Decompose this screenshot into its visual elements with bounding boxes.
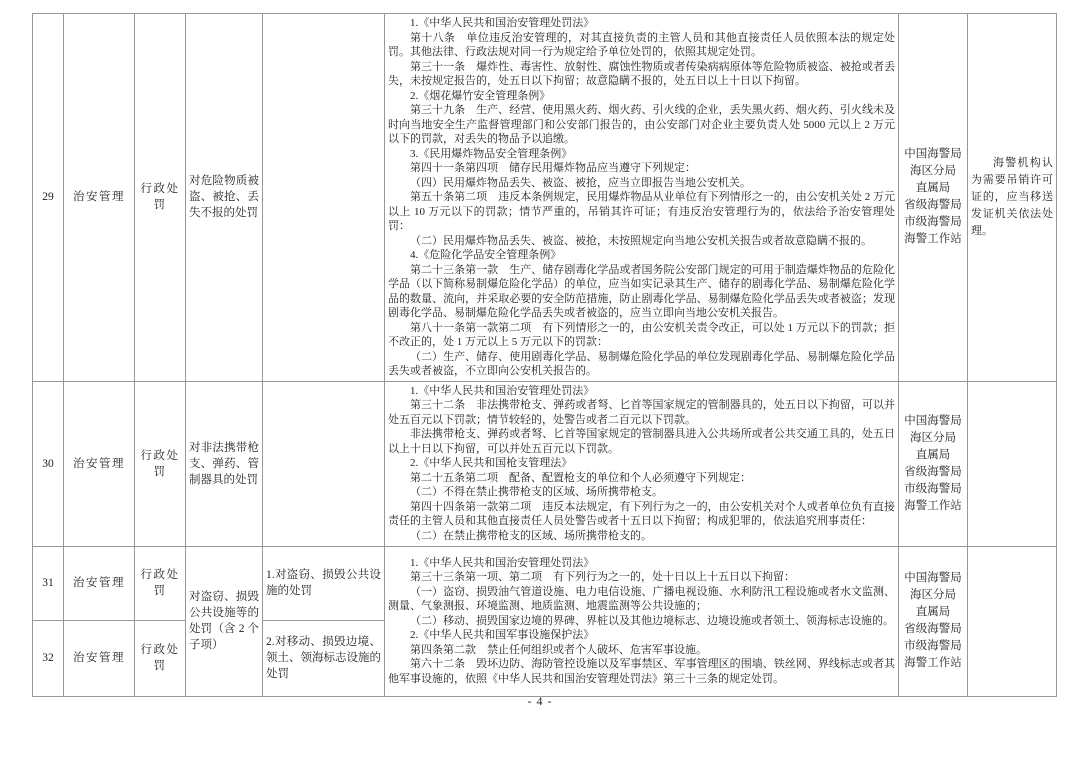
legal-paragraph: 2.《烟花爆竹安全管理条例》 — [410, 89, 551, 102]
authority-line: 省级海警局 — [904, 199, 962, 212]
authority-line: 中国海警局 — [904, 572, 962, 584]
note-cell — [968, 14, 1057, 382]
authority-line: 省级海警局 — [904, 623, 962, 635]
note-cell — [968, 546, 1057, 696]
authority-line: 海区分局 — [910, 431, 956, 444]
authority-cell — [899, 14, 968, 382]
legal-paragraph: 第二十三条第一款 生产、储存剧毒化学品或者国务院公安部门规定的可用于制造爆炸物品的危险化学品（以下简称易制爆危险化学品）的单位，应当如实记录其生产、储存的剧毒化学品、易制爆危险化学品的数量、流向，并采取必要的安全防范措施，防止剧毒化学品、易制爆危险化学品丢失或者被盗；发现剧毒化学品、易制爆危险化学品丢失或者被盗的，应当立即向当地公安机关报告。 — [388, 263, 895, 319]
authority-cell — [899, 381, 968, 546]
table-row-31 — [33, 546, 1057, 620]
legal-paragraph: 非法携带枪支、弹药或者弩、匕首等国家规定的管制器具进入公共场所或者公共交通工具的，处五日以上十日以下拘留，可以并处五百元以下罚款。 — [388, 428, 895, 455]
legal-basis-cell — [385, 546, 899, 696]
authority-line: 海区分局 — [910, 589, 956, 601]
row-number-cell: 30 — [33, 381, 64, 546]
category-cell: 治安管理 — [64, 14, 135, 382]
legal-paragraph: （二）不得在禁止携带枪支的区域、场所携带枪支。 — [410, 486, 663, 499]
matter-cell: 对危险物质被盗、被抢、丢失不报的处罚 — [186, 14, 263, 382]
authority-cell — [899, 546, 968, 696]
matter-cell: 对非法携带枪支、弹药、管制器具的处罚 — [186, 381, 263, 546]
penalty-type-cell: 行政处罚 — [135, 546, 186, 620]
legal-paragraph: 第四十一条第四项 储存民用爆炸物品应当遵守下列规定： — [410, 162, 696, 174]
authority-line: 直属局 — [915, 448, 951, 461]
legal-paragraph: （四）民用爆炸物品丢失、被盗、被抢，应当立即报告当地公安机关。 — [410, 176, 751, 189]
legal-basis-cell — [385, 381, 899, 546]
legal-paragraph: 第四条第二款 禁止任何组织或者个人破坏、危害军事设施。 — [410, 643, 707, 656]
legal-paragraph: 第三十三条第一项、第二项 有下列行为之一的，处十日以上十五日以下拘留： — [410, 571, 795, 584]
sub-matter-cell: 2.对移动、损毁边境、领土、领海标志设施的处罚 — [263, 620, 385, 696]
authority-line: 海警工作站 — [904, 499, 962, 512]
authority-line: 海警工作站 — [904, 233, 962, 246]
legal-paragraph: 4.《危险化学品安全管理条例》 — [410, 249, 562, 261]
legal-paragraph: （二）在禁止携带枪支的区域、场所携带枪支的。 — [410, 529, 652, 542]
legal-paragraph: 第三十二条 非法携带枪支、弹药或者弩、匕首等国家规定的管制器具的，处五日以下拘留，可以并处五百元以下罚款；情节较轻的，处警告或者二百元以下罚款。 — [388, 399, 895, 426]
authority-line: 中国海警局 — [904, 148, 962, 161]
penalty-type-cell: 行政处罚 — [135, 620, 186, 696]
authority-line: 海区分局 — [910, 165, 956, 178]
authority-line: 市级海警局 — [904, 216, 962, 229]
legal-paragraph: 第三十一条 爆炸性、毒害性、放射性、腐蚀性物质或者传染病病原体等危险物质被盗、被抢或者丢失，未按规定报告的，处五日以下拘留；故意隐瞒不报的，处五日以上十日以下拘留。 — [388, 60, 895, 87]
legal-paragraph: 第二十五条第二项 配备、配置枪支的单位和个人必须遵守下列规定： — [410, 471, 751, 484]
authority-line: 中国海警局 — [904, 414, 962, 427]
legal-paragraph: 2.《中华人民共和国枪支管理法》 — [410, 457, 573, 470]
authority-line: 直属局 — [915, 606, 951, 618]
legal-paragraph: 第三十九条 生产、经营、使用黑火药、烟火药、引火线的企业，丢失黑火药、烟火药、引火线未及时向当地安全生产监督管理部门和公安部门报告的，由公安部门对企业主要负责人处 5000 元以上 2 万元以下的罚款，对丢失的物品予以追缴。 — [388, 104, 895, 145]
table-row-30 — [33, 381, 1057, 546]
legal-paragraph: 2.《中华人民共和国军事设施保护法》 — [410, 629, 595, 642]
authority-line: 直属局 — [915, 182, 951, 195]
category-cell: 治安管理 — [64, 620, 135, 696]
legal-paragraph: （二）民用爆炸物品丢失、被盗、被抢，未按照规定向当地公安机关报告或者故意隐瞒不报的。 — [410, 234, 872, 247]
authority-line: 省级海警局 — [904, 465, 962, 478]
legal-paragraph: 3.《民用爆炸物品安全管理条例》 — [410, 147, 573, 160]
legal-paragraph: （二）移动、损毁国家边境的界碑、界桩以及其他边境标志、边境设施或者领土、领海标志设施的。 — [410, 614, 894, 627]
authority-line: 海警工作站 — [904, 657, 962, 669]
table-row-29 — [33, 14, 1057, 382]
legal-basis-cell — [385, 14, 899, 382]
legal-paragraph: （一）盗窃、损毁油气管道设施、电力电信设施、广播电视设施、水利防汛工程设施或者水文监测、测量、气象测报、环境监测、地质监测、地震监测等公共设施的； — [388, 585, 895, 613]
legal-paragraph: 第五十条第二项 违反本条例规定，民用爆炸物品从业单位有下列情形之一的，由公安机关处 2 万元以上 10 万元以下的罚款；情节严重的，吊销其许可证；有违反治安管理行为的，依法给予治安管理处罚： — [388, 191, 895, 232]
legal-paragraph: 第六十二条 毁坏边防、海防管控设施以及军事禁区、军事管理区的围墙、铁丝网、界线标志或者其他军事设施的，依照《中华人民共和国治安管理处罚法》第三十三条的规定处罚。 — [388, 658, 895, 685]
penalty-type-cell: 行政处罚 — [135, 14, 186, 382]
legal-paragraph: （二）生产、储存、使用剧毒化学品、易制爆危险化学品的单位发现剧毒化学品、易制爆危险化学品丢失或者被盗，不立即向公安机关报告的。 — [388, 350, 895, 377]
sub-matter-cell: 1.对盗窃、损毁公共设施的处罚 — [263, 546, 385, 620]
legal-paragraph: 1.《中华人民共和国治安管理处罚法》 — [410, 17, 595, 29]
category-cell: 治安管理 — [64, 381, 135, 546]
page-number: - 4 - — [527, 694, 553, 708]
row-number-cell: 32 — [33, 620, 64, 696]
legal-paragraph: 1.《中华人民共和国治安管理处罚法》 — [410, 556, 595, 569]
legal-authority-table — [32, 13, 1057, 697]
sub-matter-cell — [263, 14, 385, 382]
row-number-cell: 29 — [33, 14, 64, 382]
legal-paragraph: 第十八条 单位违反治安管理的，对其直接负责的主管人员和其他直接责任人员依照本法的规定处罚。其他法律、行政法规对同一行为规定给予单位处罚的，依照其规定处罚。 — [388, 31, 895, 58]
note-cell — [968, 381, 1057, 546]
authority-line: 市级海警局 — [904, 482, 962, 495]
authority-line: 市级海警局 — [904, 640, 962, 652]
legal-paragraph: 1.《中华人民共和国治安管理处罚法》 — [410, 384, 595, 397]
sub-matter-cell — [263, 381, 385, 546]
matter-cell-merged: 对盗窃、损毁公共设施等的处罚（含 2 个子项） — [186, 546, 263, 696]
note-text: 海警机构认为需要吊销许可证的，应当移送发证机关依法处理。 — [971, 156, 1053, 237]
legal-paragraph: 第八十一条第一款第二项 有下列情形之一的，由公安机关责令改正，可以处 1 万元以下的罚款；拒不改正的，处 1 万元以上 5 万元以下的罚款： — [388, 321, 895, 348]
legal-paragraph: 第四十四条第一款第二项 违反本法规定，有下列行为之一的，由公安机关对个人或者单位负有直接责任的主管人员和其他直接责任人员处警告或者十五日以下拘留；构成犯罪的，依法追究刑事责任： — [388, 500, 895, 528]
category-cell: 治安管理 — [64, 546, 135, 620]
penalty-type-cell: 行政处罚 — [135, 381, 186, 546]
row-number-cell: 31 — [33, 546, 64, 620]
